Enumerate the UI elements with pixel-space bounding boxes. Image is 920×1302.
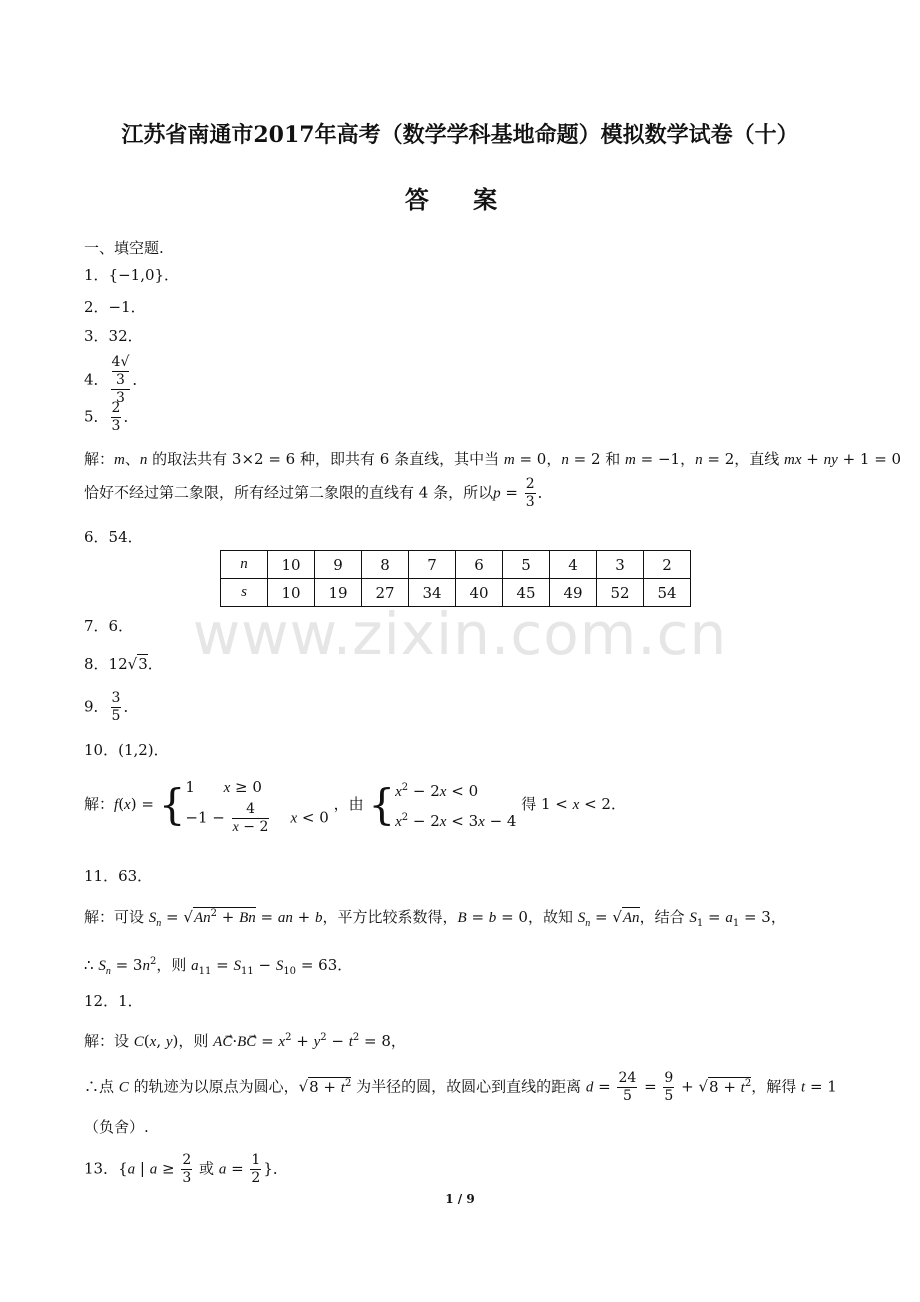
table-cell: 54 bbox=[644, 579, 691, 607]
page-number: 1 / 9 bbox=[445, 1192, 475, 1206]
answer-4: 4． 4√ 3 3 ． bbox=[84, 354, 148, 406]
table-cell: n bbox=[221, 551, 268, 579]
table-cell: 27 bbox=[362, 579, 409, 607]
page-title: 江苏省南通市2017年高考（数学学科基地命题）模拟数学试卷（十） bbox=[121, 122, 799, 148]
answer-7: 7．6． bbox=[84, 617, 134, 635]
answer-10: 10．(1,2)． bbox=[84, 741, 169, 759]
answer-2: 2．−1． bbox=[84, 298, 146, 316]
table-cell: 5 bbox=[503, 551, 550, 579]
answer-9: 9． $\frac{3}{5}$ ． bbox=[84, 690, 139, 724]
solution-5-line2: 恰好不经过第二象限，所有经过第二象限的直线有 4 条，所以p = $\frac{2}{3}$ ． bbox=[84, 476, 553, 510]
answer-3: 3．32． bbox=[84, 327, 143, 345]
table-cell: 10 bbox=[268, 551, 315, 579]
table-cell: 45 bbox=[503, 579, 550, 607]
table-cell: 52 bbox=[597, 579, 644, 607]
table-cell: 34 bbox=[409, 579, 456, 607]
solution-5-text: 恰好不经过第二象限，所有经过第二象限的直线有 4 条，所以 bbox=[84, 483, 494, 502]
answer-1: 1．{−1,0}． bbox=[84, 266, 180, 284]
data-table bbox=[220, 550, 691, 607]
solution-5-line1: 解：m、n 的取法共有 3×2 = 6 种，即共有 6 条直线，其中当 m = 0，n = 2 和 m = −1，n = 2，直线 mx + ny + 1 = 0 bbox=[84, 450, 902, 468]
table-cell: 8 bbox=[362, 551, 409, 579]
solution-11-line1: 解：可设 $S_n = √An^2 + Bn$ = an + b，平方比较系数得，B = b = 0，故知 $S_n = √An$，结合 $S_1 = a_1 = 3$， bbox=[84, 908, 786, 929]
solution-12-line2: ∴点 C 的轨迹为以原点为圆心，$√8 + t^2$ 为半径的圆，故圆心到直线的距离 d = $\frac{24}{5}$ = $\frac{9}{5}$ + $√8 + t^2$，解得 t = 1 bbox=[84, 1070, 837, 1104]
table-cell: s bbox=[221, 579, 268, 607]
table-cell: 7 bbox=[409, 551, 456, 579]
table-cell: 49 bbox=[550, 579, 597, 607]
table-cell: 4 bbox=[550, 551, 597, 579]
answer-5: 5． $\frac{2}{3}$ ． bbox=[84, 400, 139, 434]
answer-13: 13．{a | a ≥ $\frac{2}{3}$ 或 a = $\frac{1}{2}$ }． bbox=[84, 1152, 288, 1186]
answer-6: 6．54． bbox=[84, 528, 143, 546]
table-cell: 19 bbox=[315, 579, 362, 607]
solution-12-line3: （负舍）. bbox=[84, 1118, 149, 1136]
table-cell: 6 bbox=[456, 551, 503, 579]
answer-11: 11．63． bbox=[84, 867, 153, 885]
watermark: www.zixin.com.cn bbox=[192, 600, 728, 668]
table-cell: 10 bbox=[268, 579, 315, 607]
answer-12: 12．1． bbox=[84, 992, 143, 1010]
table-row bbox=[221, 551, 691, 579]
solution-10: 解：f(x) = {1 x ≥ 0 −1 − $\frac{4}{x - 2}$ x < 0 ，由 {$x^2 - 2x < 0$ $x^2 - 2x < 3x - 4$ 得 1 < x < 2． bbox=[84, 778, 626, 835]
table-cell: 9 bbox=[315, 551, 362, 579]
section-heading: 一、填空题. bbox=[84, 239, 164, 257]
solution-11-line2: ∴ $S_n = 3n^2$，则 $a_{11} = S_{11} - S_{10} = 63$． bbox=[84, 956, 353, 977]
table-cell: 2 bbox=[644, 551, 691, 579]
table-cell: 40 bbox=[456, 579, 503, 607]
answer-heading: 答 案 bbox=[404, 185, 516, 214]
answer-8: 8．12√3． bbox=[84, 655, 163, 673]
table-row bbox=[221, 579, 691, 607]
solution-12-line1: 解：设 C(x, y)，则 AC⃗·BC⃗ = $x^2 + y^2 - t^2 = 8$， bbox=[84, 1032, 406, 1050]
table-cell: 3 bbox=[597, 551, 644, 579]
